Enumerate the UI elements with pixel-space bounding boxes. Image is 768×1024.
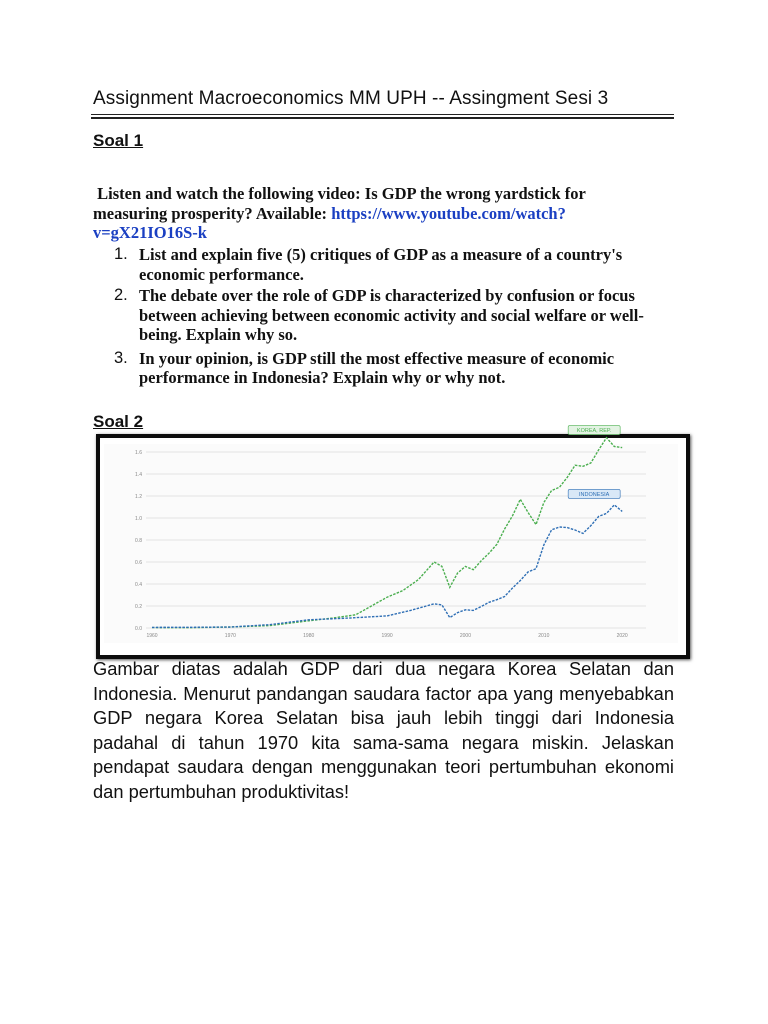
- y-tick-label: 0.8: [135, 538, 142, 544]
- y-tick-label: 1.2: [135, 494, 142, 500]
- question-item: [93, 245, 683, 284]
- question-text: The debate over the role of GDP is characterized by confusion or focus between achieving between economic activity and social welfare or well-being. Explain why so.: [139, 286, 644, 344]
- question-number: 3.: [114, 348, 128, 367]
- soal-2-paragraph: Gambar diatas adalah GDP dari dua negara Korea Selatan dan Indonesia. Menurut pandangan saudara factor apa yang menyebabkan GDP negara Korea Selatan bisa jauh lebih tinggi dari Indonesia padahal di tahun 1970 kita sama-sama negara miskin. Jelaskan pendapat saudara dengan menggunakan teori pertumbuhan ekonomi dan pertumbuhan produktivitas!: [93, 658, 674, 802]
- question-text: In your opinion, is GDP still the most effective measure of economic performance in Indonesia? Explain why or why not.: [139, 348, 615, 387]
- x-tick-label: 1980: [303, 633, 315, 639]
- y-tick-label: 1.6: [135, 450, 142, 456]
- document-header-title: Assignment Macroeconomics MM UPH -- Assingment Sesi 3: [93, 88, 609, 109]
- intro-line-1: [93, 184, 653, 204]
- y-tick-label: 1.4: [135, 472, 142, 478]
- header-rule-thick: [91, 117, 674, 119]
- video-link-part-1[interactable]: https://www.youtube.com/watch?: [331, 203, 566, 223]
- intro-line-2: [93, 204, 653, 224]
- series-label: KOREA, REP.: [576, 428, 612, 435]
- header-rule-thin: [91, 114, 674, 115]
- question-number: 2.: [114, 286, 128, 304]
- question-text: List and explain five (5) critiques of GDP as a measure of a country's economic performance.: [139, 245, 623, 284]
- y-tick-label: 0.2: [135, 604, 142, 610]
- video-link-part-2[interactable]: v=gX21IO16S-k: [93, 223, 207, 242]
- x-tick-label: 2000: [459, 633, 472, 639]
- soal-1-heading: Soal 1: [93, 131, 144, 150]
- gdp-chart-frame: [96, 428, 690, 659]
- question-item: [93, 349, 683, 388]
- soal-1-question-list: [93, 245, 683, 390]
- y-tick-label: 0.0: [135, 626, 142, 632]
- soal-1-intro: [93, 184, 653, 243]
- intro-line-3: [93, 223, 653, 243]
- question-item: [93, 286, 683, 345]
- intro-line-2-text: measuring prosperity? Available:: [93, 203, 332, 223]
- x-tick-label: 1990: [381, 633, 393, 639]
- question-number: 1.: [114, 245, 128, 263]
- x-tick-label: 1960: [146, 633, 158, 639]
- series-label: INDONESIA: [579, 491, 610, 498]
- y-tick-label: 0.6: [135, 560, 142, 566]
- y-tick-label: 1.0: [135, 516, 142, 522]
- intro-line-1-text: Listen and watch the following video: Is GDP the wrong yardstick for: [97, 184, 586, 203]
- gdp-line-chart: [100, 428, 686, 655]
- x-tick-label: 1970: [224, 633, 236, 639]
- x-tick-label: 2010: [538, 633, 550, 639]
- soal-2-heading: Soal 2: [93, 412, 144, 431]
- x-tick-label: 2020: [616, 633, 628, 639]
- y-tick-label: 0.4: [135, 582, 142, 588]
